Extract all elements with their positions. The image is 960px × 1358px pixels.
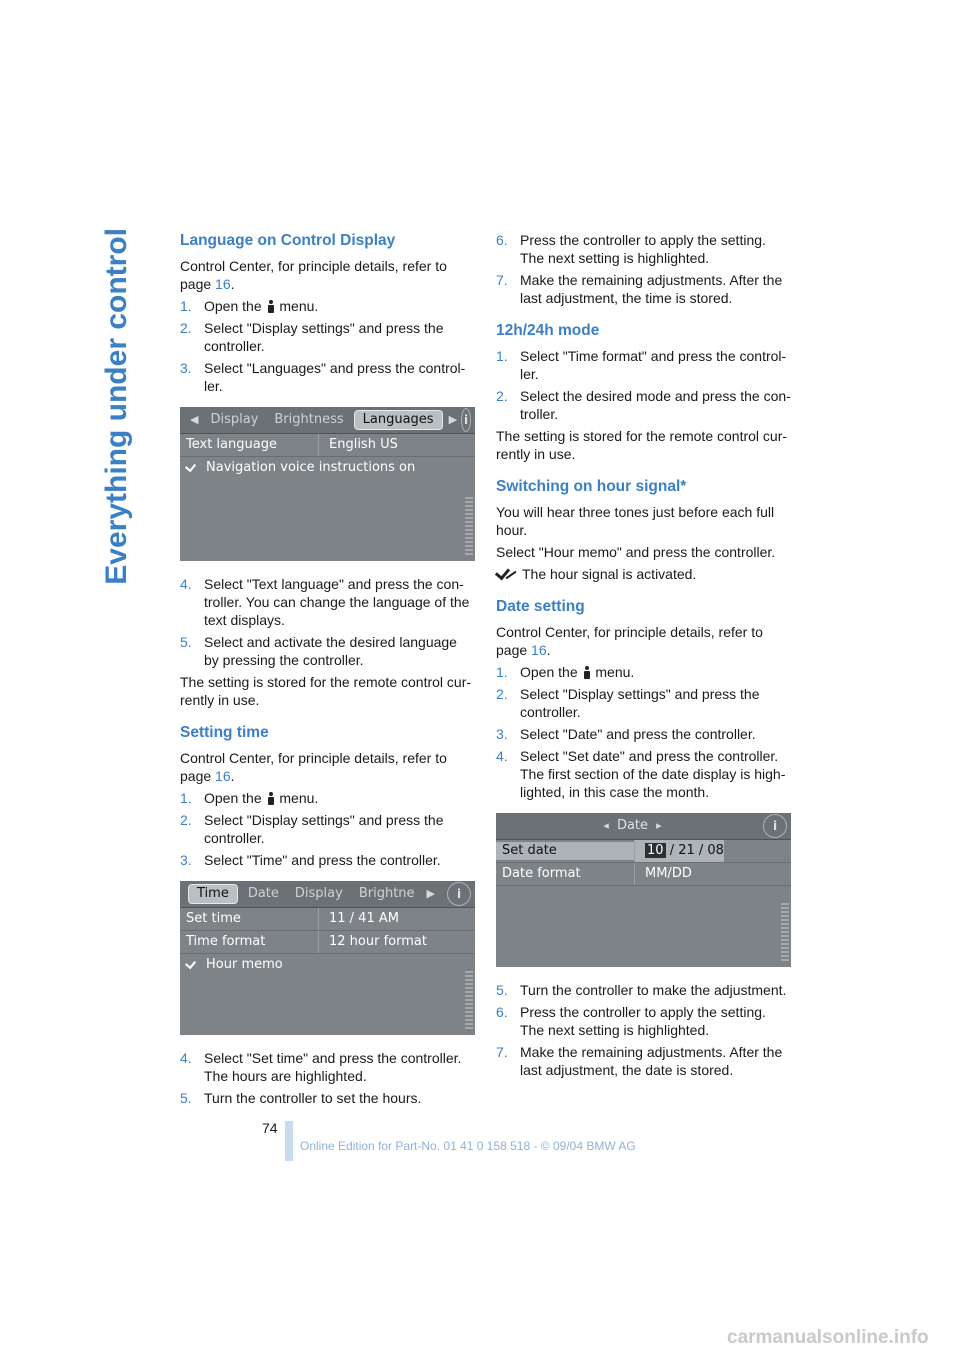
- step-text: Open the: [204, 298, 262, 314]
- step-item: [180, 789, 475, 807]
- image-code: [465, 497, 473, 557]
- step-item: [180, 633, 475, 669]
- left-arrow-icon: ◂: [603, 819, 609, 832]
- step-text: Make the remaining adjustments. After the last adjustment, the date is stored.: [520, 1044, 783, 1078]
- step-number: 2.: [180, 812, 192, 828]
- image-code: [465, 971, 473, 1031]
- step-number: 5.: [180, 634, 192, 650]
- step-text: Select "Display settings" and press the controller.: [520, 686, 760, 720]
- step-number: 3.: [180, 360, 192, 376]
- step-text: Select "Time format" and press the control-ler.: [520, 348, 787, 382]
- step-item: [180, 359, 475, 395]
- intro-text: Control Center, for principle details, refer to page: [180, 258, 447, 292]
- tab-languages: Languages: [354, 410, 443, 430]
- section-date-setting: [496, 597, 791, 1079]
- step-number: 2.: [180, 320, 192, 336]
- screen-title-text: Date: [616, 818, 649, 833]
- row-value: 12 hour format: [318, 931, 427, 953]
- step-text: menu.: [595, 664, 635, 680]
- side-title: Everything under control: [100, 228, 133, 585]
- step-text: Open the: [204, 790, 262, 806]
- date-rest: / 21 / 08: [669, 843, 724, 858]
- section-hour-signal: [496, 477, 791, 583]
- step-item: [180, 811, 475, 847]
- screen-check-row: [180, 457, 475, 479]
- menu-icon: [268, 300, 274, 313]
- info-icon: i: [447, 882, 471, 906]
- info-icon: i: [461, 408, 471, 432]
- section-heading: Language on Control Display: [180, 232, 396, 249]
- step-text: Select the desired mode and press the con-troller.: [520, 388, 791, 422]
- step-item: [496, 231, 791, 267]
- row-label: Date format: [502, 866, 581, 881]
- step-number: 1.: [496, 348, 508, 364]
- selected-segment: 10: [647, 843, 664, 858]
- paragraph-text: The hour signal is activated.: [522, 566, 697, 582]
- steps-list: [496, 663, 791, 801]
- step-item: [496, 387, 791, 423]
- step-number: 5.: [496, 982, 508, 998]
- row-label: Time format: [186, 934, 266, 949]
- checkmark-icon: [496, 568, 518, 580]
- section-heading: Date setting: [496, 598, 585, 615]
- screen-title-bar: [496, 813, 791, 840]
- row-value: 11 / 41 AM: [318, 908, 399, 930]
- paragraph: [496, 565, 791, 583]
- page-link[interactable]: 16: [531, 642, 547, 658]
- info-icon: i: [763, 814, 787, 838]
- footer-bar: [285, 1121, 293, 1161]
- step-text: menu.: [279, 790, 319, 806]
- tab-display: Display: [294, 886, 343, 901]
- step-number: 1.: [180, 298, 192, 314]
- step-number: 2.: [496, 388, 508, 404]
- section-heading: Switching on hour signal*: [496, 478, 687, 495]
- step-text: menu.: [279, 298, 319, 314]
- step-text: Select and activate the desired language by pressing the controller.: [204, 634, 457, 668]
- steps-list: [496, 981, 791, 1079]
- page-link[interactable]: 16: [215, 276, 231, 292]
- step-text: Select "Display settings" and press the controller.: [204, 812, 444, 846]
- tab-date: Date: [247, 886, 279, 901]
- intro: Control Center, for principle details, refer to page 16.: [180, 258, 447, 292]
- left-column: [180, 231, 475, 1121]
- step-item: [180, 575, 475, 629]
- note: The setting is stored for the remote control cur-rently in use.: [180, 674, 472, 708]
- right-arrow-icon: ▶: [426, 887, 435, 900]
- step-text: Make the remaining adjustments. After the last adjustment, the time is stored.: [520, 272, 783, 306]
- steps-list: [180, 1049, 475, 1107]
- page-number: 74: [262, 1120, 278, 1136]
- screen-row: [180, 434, 475, 457]
- step-item: [180, 1089, 475, 1107]
- step-text: Turn the controller to set the hours.: [204, 1090, 422, 1106]
- row-value: [634, 840, 724, 862]
- step-item: [180, 319, 475, 355]
- step-number: 5.: [180, 1090, 192, 1106]
- steps-list: [180, 297, 475, 395]
- step-number: 3.: [180, 852, 192, 868]
- intro-text: Control Center, for principle details, refer to page: [180, 750, 447, 784]
- steps-list: [496, 231, 791, 307]
- step-text: Press the controller to apply the setting. The next setting is highlighted.: [520, 232, 766, 266]
- step-number: 6.: [496, 1004, 508, 1020]
- section-language: [180, 231, 475, 709]
- step-number: 7.: [496, 272, 508, 288]
- screen-tab-bar: [180, 881, 475, 908]
- step-item: [180, 1049, 475, 1085]
- section-heading: 12h/24h mode: [496, 322, 600, 339]
- step-number: 4.: [180, 1050, 192, 1066]
- image-code: [781, 903, 789, 963]
- step-item: [180, 297, 475, 315]
- row-label: Text language: [186, 437, 277, 452]
- checkmark-icon: [186, 461, 202, 471]
- tab-time: Time: [188, 884, 238, 904]
- check-label: Hour memo: [206, 957, 283, 972]
- step-number: 1.: [180, 790, 192, 806]
- step-text: Select "Set time" and press the controller. The hours are highlighted.: [204, 1050, 462, 1084]
- step-number: 4.: [496, 748, 508, 764]
- site-watermark: carmanualsonline.info: [727, 1327, 929, 1348]
- step-number: 7.: [496, 1044, 508, 1060]
- screen-row: [180, 908, 475, 931]
- step-text: Open the: [520, 664, 578, 680]
- step-number: 6.: [496, 232, 508, 248]
- screen-row: [496, 863, 791, 886]
- step-text: Select "Date" and press the controller.: [520, 726, 756, 742]
- screen-row: [180, 931, 475, 954]
- screen-title: [502, 817, 763, 835]
- step-number: 3.: [496, 726, 508, 742]
- step-item: [496, 981, 791, 999]
- step-text: Turn the controller to make the adjustment.: [520, 982, 787, 998]
- step-number: 1.: [496, 664, 508, 680]
- screen-tab-bar: [180, 407, 475, 434]
- paragraph: Select "Hour memo" and press the controller.: [496, 544, 776, 560]
- screenshot-time: [180, 881, 475, 1035]
- step-item: [496, 725, 791, 743]
- tab-brightness: Brightness: [274, 412, 344, 427]
- row-value: MM/DD: [634, 863, 692, 885]
- screenshot-date: [496, 813, 791, 967]
- step-text: Select "Set date" and press the controller. The first section of the date display is high-lighted, in this case the month.: [520, 748, 786, 800]
- steps-list: [180, 575, 475, 669]
- step-text: Select "Languages" and press the control-ler.: [204, 360, 466, 394]
- check-label: Navigation voice instructions on: [206, 460, 416, 475]
- step-item: [496, 747, 791, 801]
- checkmark-icon: [186, 958, 202, 968]
- menu-icon: [268, 792, 274, 805]
- right-arrow-icon: ▸: [656, 819, 662, 832]
- row-label: Set time: [186, 911, 241, 926]
- screen-row-selected: [496, 840, 791, 863]
- screen-check-row: [180, 954, 475, 976]
- row-value: English US: [318, 434, 398, 456]
- step-item: [496, 347, 791, 383]
- screenshot-languages: [180, 407, 475, 561]
- step-item: [496, 271, 791, 307]
- step-item: [496, 685, 791, 721]
- page-link[interactable]: 16: [215, 768, 231, 784]
- left-arrow-icon: ◀: [190, 413, 199, 426]
- step-number: 2.: [496, 686, 508, 702]
- menu-icon: [584, 666, 590, 679]
- note: The setting is stored for the remote control cur-rently in use.: [496, 428, 788, 462]
- step-item: [496, 663, 791, 681]
- intro: Control Center, for principle details, refer to page 16.: [496, 624, 763, 658]
- step-item: [496, 1043, 791, 1079]
- section-12h-24h: [496, 321, 791, 463]
- step-number: 4.: [180, 576, 192, 592]
- row-label: Set date: [496, 842, 634, 860]
- step-item: [496, 1003, 791, 1039]
- tab-brightness: Brightne: [358, 886, 415, 901]
- paragraph: You will hear three tones just before each full hour.: [496, 504, 775, 538]
- step-text: Select "Time" and press the controller.: [204, 852, 441, 868]
- step-text: Select "Text language" and press the con-troller. You can change the language of the text displays.: [204, 576, 470, 628]
- footer-text: Online Edition for Part-No. 01 41 0 158 518 - © 09/04 BMW AG: [300, 1139, 636, 1153]
- intro-text: Control Center, for principle details, refer to page: [496, 624, 763, 658]
- right-arrow-icon: ▶: [448, 413, 458, 426]
- tab-display: Display: [210, 412, 259, 427]
- steps-list: [496, 347, 791, 423]
- section-heading: Setting time: [180, 724, 269, 741]
- step-item: [180, 851, 475, 869]
- step-text: Press the controller to apply the setting. The next setting is highlighted.: [520, 1004, 766, 1038]
- section-setting-time: [180, 723, 475, 1107]
- intro: Control Center, for principle details, refer to page 16.: [180, 750, 447, 784]
- step-text: Select "Display settings" and press the controller.: [204, 320, 444, 354]
- steps-list: [180, 789, 475, 869]
- right-column: [496, 231, 791, 1093]
